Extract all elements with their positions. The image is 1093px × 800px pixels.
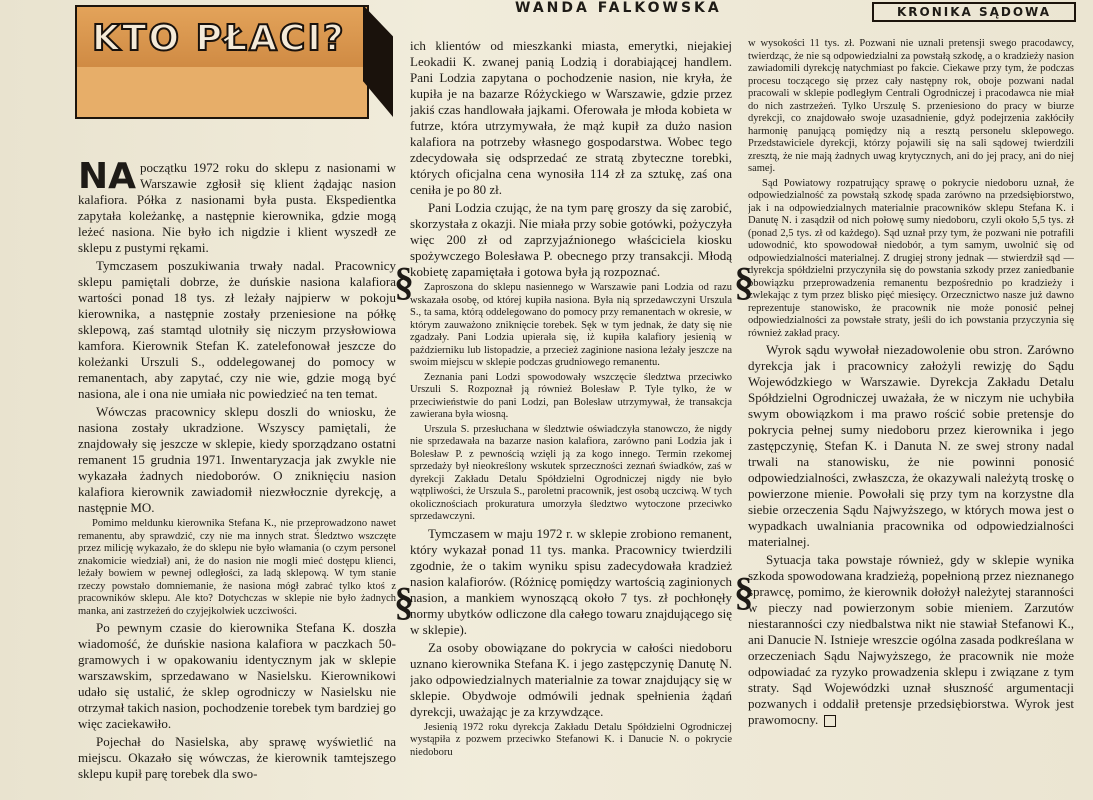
paragraph-text: początku 1972 roku do sklepu z nasionami w Warszawie zgłosił się klient żądając nasion kalafiora. Półka z nasionami była pusta. Ekspedientka zapytała koleżankę, a następnie kierownika, gdzie mogą leżeć nasiona. Nie było ich nigdzie i klient wyszedł ze sklepu z pustymi rękami. (78, 160, 396, 255)
paragraph-text: Zeznania pani Lodzi spowodowały wszczęcie śledztwa przeciwko Urszuli S. Rozpoznał ją również Bolesław P. Tyle tylko, że w przeciwieństwie do pani Lodzi, pan Bolesław utrzymywał, że transakcja zawierana była wiosną. (410, 371, 732, 420)
drop-cap: NA (78, 160, 136, 197)
paragraph-text: w wysokości 11 tys. zł. Pozwani nie uznali pretensji swego pracodawcy, twierdząc, że nie są odpowiedzialni za powstałą szkodę, a o kradzieży nasion zawiadomili dyrekcję natychmiast po fakcie. Ciekawe przy tym, że podczas procesu toczącego się przez cały następny rok, oboje pozwani nadal pracowali w sklepie podległym Centrali Ogrodniczej i pracodawca nie miał do nich zastrzeżeń. Tylko Urszulę S. przeniesiono do pracy w biurze dyrekcji, co znajdowało swoje uzasadnienie, gdyż podejrzenia zakłóciły harmonię panującą pomiędzy nią a resztą personelu sklepowego. Przedstawiciele dyrekcji, którzy pojawili się na sali sądowej twierdzili zresztą, że nie mają żadnych uwag krytycznych, ani do jej pracy, ani do niej samej. (748, 38, 1074, 174)
article-title: KTO PŁACI? (92, 18, 346, 59)
paragraph-text: Pojechał do Nasielska, aby sprawę wyświetlić na miejscu. Okazało się wówczas, że kierownik tamtejszego sklepu kupił parę torebek dla swo- (78, 734, 396, 781)
paragraph-text: Tymczasem poszukiwania trwały nadal. Pracownicy sklepu pamiętali dobrze, że duńskie nasiona kalafiora wartości ponad 18 tys. zł leżały najpierw w pokoju kierownika, a następnie zostały przeniesione na półkę sklepową, zaś stamtąd ulotniły się niczym przysłowiowa kamfora. Kierownik Stefan K. zatelefonował jeszcze do koleżanki Urszuli S., oddelegowanej do pomocy w remanentach, aby zapytać, czy nie wie, gdzie mogą być nasiona, ale i ona nie umiała nic powiedzieć na ten temat. (78, 258, 396, 401)
paragraph-text: Pomimo meldunku kierownika Stefana K., nie przeprowadzono nawet remanentu, aby sprawdzić, czy nie ma innych strat. Śledztwo wszczęte przez milicję wykazało, że do sklepu nie było włamania (o czym personel znakomicie wiedział) ani, że do nasion nie mogli mieć dostępu klienci, leżały bowiem w pewnej odległości, za ladą sklepową. W tym stanie rzeczy powstało domniemanie, że nasiona mógł zabrać tylko ktoś z pracowników sklepu. Ale kto? Dotychczas w sklepie nie było żadnych manka, ani zastrzeżeń do czyjejkolwiek uczciwości. (78, 518, 396, 617)
article-paragraph (78, 734, 396, 782)
paragraph-text: Po pewnym czasie do kierownika Stefana K. doszła wiadomość, że duńskie nasiona kalafiora w paczkach 50-gramowych i w opakowaniu identycznym jak w sklepie warszawskim, sprzedawano w Nasielsku. Kierownikowi udało się ustalić, że sklep ogrodniczy w Nasielsku nie otrzymał takich nasion, pochodzenie torebek tym bardziej go więc zaciekawiło. (78, 620, 396, 731)
paragraph-text: Za osoby obowiązane do pokrycia w całości niedoboru uznano kierownika Stefana K. i jego zastępczynię Danutę N. jako odpowiedzialnych materialnie za towar znajdujący się w sklepie. Obydwoje odmówili jednak spełnienia żądań dyrekcji, uważając je za krzywdzące. (410, 639, 732, 719)
article-paragraph (748, 552, 1074, 728)
article-paragraph (410, 38, 732, 198)
article-paragraph (748, 178, 1074, 341)
section-sign-icon: § (394, 259, 414, 304)
column-middle (410, 38, 732, 800)
article-paragraph (78, 518, 396, 618)
article-paragraph (78, 620, 396, 732)
article-paragraph (748, 38, 1074, 176)
paragraph-text: Wyrok sądu wywołał niezadowolenie obu stron. Zarówno dyrekcja jak i pracownicy założyli rewizję do Sądu Wojewódzkiego w Warszawie. Dyrekcja Zakładu Detalu Spółdzielni Ogrodniczej uważała, że w niczym nie uchybiła swym obowiązkom i ma prawo rościć sobie pretensje do pokrycia pełnej sumy niedoboru przez kierownika i jego zastępczynię, Stefan K. i Danuta N. ze swej strony nadal trwali na stanowisku, że nie powinni ponosić odpowiedzialności, zwłaszcza, że okazywali należytą troskę o powierzone mienie. Powołali się przy tym na korzystne dla siebie orzeczenia Sądu Najwyższego, w których mowa jest o wypadkach uwalniania pracownika od odpowiedzialności materialnej. (748, 342, 1074, 549)
article-paragraph (748, 342, 1074, 550)
article-paragraph (78, 404, 396, 516)
column-left (78, 160, 396, 800)
paragraph-text: Urszula S. przesłuchana w śledztwie oświadczyła stanowczo, że nigdy nie sprzedawała na bazarze nasion kalafiora, zarówno pani Lodzia jak i Bolesław P. z pewnością wzięli ją za kogo innego. Termin rzekomej sprzedaży był nieokreślony wskutek sprzeczności zeznań świadków, zaś w dyrekcji Zakładu Detalu Spółdzielni Ogrodniczej nigdy nie było wątpliwości, że Urszula S., paroletni pracownik, jest osobą uczciwą. W tych okolicznościach prokuratura umorzyła śledztwo wytoczone przeciwko sprzedawczyni. (410, 423, 732, 522)
section-label: KRONIKA SĄDOWA (872, 2, 1076, 22)
paragraph-text: Wówczas pracownicy sklepu doszli do wniosku, że nasiona zostały ukradzione. Wszyscy pamiętali, że znajdowały się jeszcze w sklepie, kiedy sporządzano ostatni remanent 15 grudnia 1971. Inwentaryzacja jak zwykle nie wykazała żadnych niedoborów. O zniknięciu nasion kalafiora kierownik zawiadomił niezwłocznie dyrekcję, a następnie MO. (78, 404, 396, 515)
paragraph-text: Zaproszona do sklepu nasiennego w Warszawie pani Lodzia od razu wskazała osobę, od której kupiła nasiona. Była nią sprzedawczyni Urszula S., ta sama, którą oddelegowano do pomocy przy remanentach w okresie, w którym zauważono zniknięcie torebek. Sęk w tym jednak, że daty się nie zgadzały. Pani Lodzia upierała się, iż kupiła kalafiory jesienią w październiku lub listopadzie, a przecież zaginione nasiona leżały jeszcze na swoim miejscu w sklepie podczas grudniowego remanentu. (410, 282, 732, 368)
article-paragraph (410, 722, 732, 760)
end-of-article-icon (824, 715, 836, 727)
article-paragraph (78, 258, 396, 402)
author-name: WANDA FALKOWSKA (515, 0, 722, 16)
article-paragraph (410, 372, 732, 422)
section-sign-icon: § (734, 569, 754, 614)
title-banner-bottom (75, 67, 369, 119)
paragraph-text: Pani Lodzia czując, że na tym parę groszy da się zarobić, skorzystała z okazji. Nie miała przy sobie gotówki, pożyczyła więc 200 zł od zaprzyjaźnionego właściciela kiosku spożywczego Bolesława P. obecnego przy transakcji. Młodą kobietę zapamiętała i gotowa była ją rozpoznać. (410, 200, 732, 279)
article-paragraph (410, 282, 732, 370)
column-right (748, 38, 1074, 800)
paragraph-text: Jesienią 1972 roku dyrekcja Zakładu Detalu Spółdzielni Ogrodniczej wystąpiła z pozwem przeciwko Stefanowi K. i Danucie N. o pokrycie niedoboru (410, 721, 732, 758)
article-paragraph (410, 200, 732, 280)
paragraph-text: Sąd Powiatowy rozpatrujący sprawę o pokrycie niedoboru uznał, że odpowiedzialność za powstałą szkodę spada zarówno na przedsiębiorstwo, jak i na odpowiedzialnych materialnie pracowników sklepu Stefana K. i Danutę N. i zasądził od nich połowę sumy niedoboru, czyli około 5,5 tys. zł (ponad 2,5 tys. zł od każdego). Sąd uznał przy tym, że pozwani nie potrafili udowodnić, kto spowodował niedobór, a tym samym, uwolnić się od odpowiedzialności materialnej. Z drugiej strony jednak — stwierdził sąd — dyrekcja spółdzielni przyczyniła się do powstania szkody przez zaniedbanie obowiązku przeprowadzenia remanentu bezpośrednio po kradzieży i zwlekając z tym przez blisko pięć miesięcy. Orzecznictwo nasze już dawno reprezentuje stanowisko, że pracownik nie może ponosić pełnej odpowiedzialności za powstałe straty, jeśli do ich powstania przyczynia się również zakład pracy. (748, 177, 1074, 339)
article-paragraph (78, 160, 396, 256)
paragraph-text: Tymczasem w maju 1972 r. w sklepie zrobiono remanent, który wykazał ponad 11 tys. manka. Pracownicy twierdzili zgodnie, że o takim wyniku spisu zadecydowała kradzież nasion kalafiorów. (Różnicę pomiędzy wartością zaginionych nasion, a mankiem wynoszącą około 7 tys. zł pochłonęły normy ubytków odliczone dla całego towaru znajdującego się w sklepie). (410, 525, 732, 637)
paragraph-text: Sytuacja taka powstaje również, gdy w sklepie wynika szkoda spowodowana kradzieżą, popełnioną przez nieznanego sprawcę, pomimo, że kierownik dołożył należytej staranności w pieczy nad powierzonym sobie mieniem. Zarzutów niestaranności czy niedbalstwa nikt nie stawiał Stefanowi K., ani Danucie N. Istnieje wreszcie ogólna zasada podkreślana w orzeczeniach Sądu Najwyższego, że pracownik nie może odpowiadać za ryzyko prowadzenia sklepu i związane z tym straty. Sąd Wojewódzki uznał słuszność argumentacji pozwanych i oddalił pretensje przedsiębiorstwa. Wyrok jest prawomocny. (748, 552, 1074, 727)
article-paragraph (410, 424, 732, 524)
section-sign-icon: § (394, 579, 414, 624)
article-paragraph (410, 640, 732, 720)
paragraph-text: ich klientów od mieszkanki miasta, emerytki, niejakiej Leokadii K. zwanej panią Lodzią i dorabiającej handlem. Pani Lodzia zapytana o pochodzenie nasion, nie kryła, że kupiła je na bazarze Różyckiego w Warszawie, gdzie przez jakiś czas handlowała jajkami. Oferowała je młoda kobieta w futrze, która utrzymywała, że mąż kupił za dużo nasion kalafiora na potrzeby własnego gospodarstwa. Wobec tego zdecydowała się odsprzedać ze stratą zbyteczne torebki, których oficjalna cena wynosiła 114 zł za sztukę, zaś ona ceniła je po 80 zł. (410, 38, 732, 197)
section-sign-icon: § (734, 259, 754, 304)
article-paragraph (410, 526, 732, 638)
